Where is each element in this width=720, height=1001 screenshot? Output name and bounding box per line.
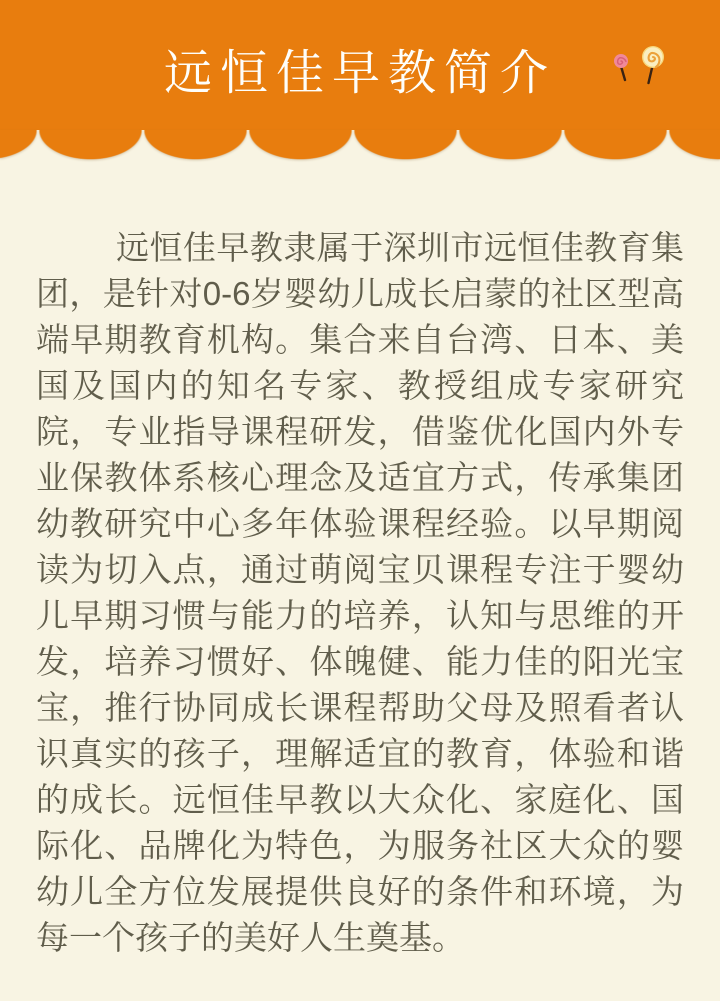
intro-content <box>0 160 720 1001</box>
header-banner <box>0 0 720 160</box>
scalloped-edge <box>0 130 720 160</box>
page-title: 远恒佳早教简介 <box>163 47 556 100</box>
lollipop-yellow-icon <box>642 46 664 83</box>
lollipop-icons <box>602 40 668 96</box>
intro-paragraph: 远恒佳早教隶属于深圳市远恒佳教育集团，是针对0-6岁婴幼儿成长启蒙的社区型高端早期教育机构。集合来自台湾、日本、美国及国内的知名专家、教授组成专家研究院，专业指导课程研发，借鉴优化国内外专业保教体系核心理念及适宜方式，传承集团幼教研究中心多年体验课程经验。以早期阅读为切入点，通过萌阅宝贝课程专注于婴幼儿早期习惯与能力的培养，认知与思维的开发，培养习惯好、体魄健、能力佳的阳光宝宝，推行协同成长课程帮助父母及照看者认识真实的孩子，理解适宜的教育，体验和谐的成长。远恒佳早教以大众化、家庭化、国际化、品牌化为特色，为服务社区大众的婴幼儿全方位发展提供良好的条件和环境，为每一个孩子的美好人生奠基。 <box>36 229 684 956</box>
lollipop-pink-icon <box>614 54 628 80</box>
